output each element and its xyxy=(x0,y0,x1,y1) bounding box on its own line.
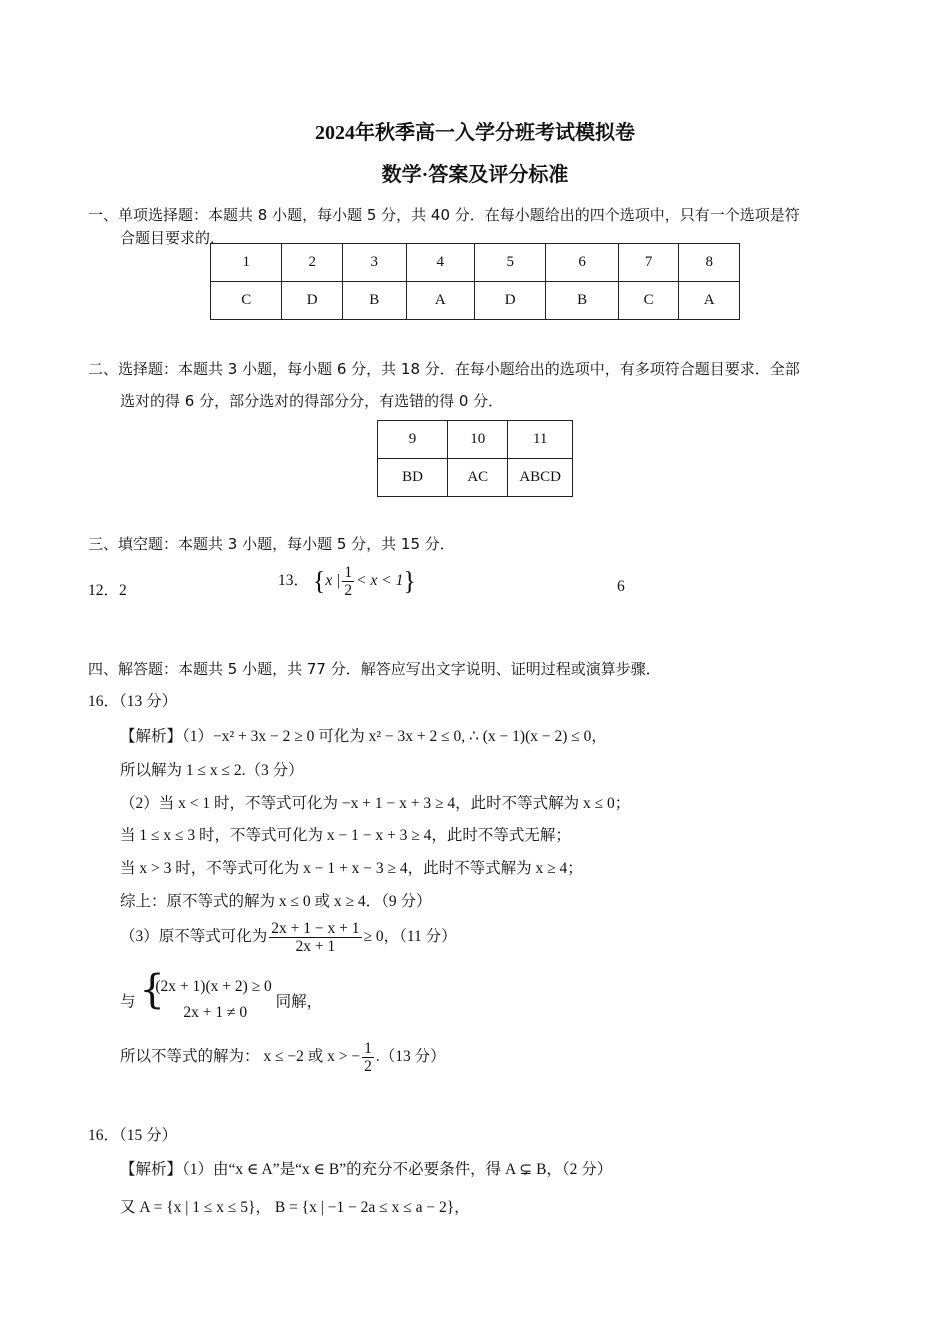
section3-heading: 三、填空题：本题共 3 小题，每小题 5 分，共 15 分． xyxy=(88,535,455,553)
table-cell: D xyxy=(474,282,545,320)
system-eq-1: (2x + 1)(x + 2) ≥ 0 xyxy=(155,978,272,995)
fraction xyxy=(342,564,354,599)
section2-heading-line1: 二、选择题：本题共 3 小题，每小题 6 分，共 18 分．在每小题给出的选项中，有多项符合题目要求．全部 xyxy=(88,360,800,378)
table-row-numbers xyxy=(211,244,740,282)
solution-line-7 xyxy=(120,920,457,955)
line-9-prefix: 所以不等式的解为： x ≤ −2 或 x > − xyxy=(120,1048,361,1066)
solution-line-8 xyxy=(120,967,323,1027)
question-16b-heading: 16．（15 分） xyxy=(88,1127,178,1144)
solution-line-2: 所以解为 1 ≤ x ≤ 2.（3 分） xyxy=(120,762,304,779)
section2-answer-table xyxy=(377,420,573,497)
system-eq-2: 2x + 1 ≠ 0 xyxy=(183,1004,248,1022)
system-brace: { xyxy=(139,967,165,1013)
solution-line-9 xyxy=(120,1040,446,1075)
table-cell: AC xyxy=(448,459,508,497)
line-8-prefix: 与 xyxy=(120,993,136,1011)
section1-heading-line2: 合题目要求的． xyxy=(120,229,226,247)
table-row-numbers xyxy=(378,421,573,459)
section1-heading-line1: 一、单项选择题：本题共 8 小题，每小题 5 分，共 40 分．在每小题给出的四个选项中，只有一个选项是符 xyxy=(88,206,800,224)
answer-12: 12．2 xyxy=(88,582,127,599)
answer-13-ineq: < x < 1 xyxy=(356,572,404,590)
section2-heading-line2: 选对的得 6 分，部分选对的得部分分，有选错的得 0 分． xyxy=(120,392,504,410)
numerator: 1 xyxy=(364,1040,372,1057)
table-cell: ABCD xyxy=(508,459,573,497)
table-cell: BD xyxy=(378,459,448,497)
denominator: 2x + 1 xyxy=(295,938,336,956)
table-cell: 11 xyxy=(508,421,573,459)
table-cell: A xyxy=(406,282,474,320)
answer-13-label: 13． xyxy=(278,572,310,590)
page-title: 2024年秋季高一入学分班考试模拟卷 xyxy=(315,122,635,144)
solution-b-line-2: 又 A = {x | 1 ≤ x ≤ 5}， B = {x | −1 − 2a ≤ x ≤ a − 2}， xyxy=(120,1199,470,1216)
line-9-suffix: .（13 分） xyxy=(375,1048,446,1066)
fraction xyxy=(362,1040,374,1075)
line-7-prefix: （3）原不等式可化为 xyxy=(120,928,268,946)
table-cell: 8 xyxy=(679,244,740,282)
table-cell: 2 xyxy=(282,244,343,282)
table-cell: 5 xyxy=(474,244,545,282)
solution-b-line-1: 【解析】（1）由“x ∈ A”是“x ∈ B”的充分不必要条件，得 A ⊊ B，（2 分） xyxy=(120,1161,613,1178)
table-cell: 4 xyxy=(406,244,474,282)
answer-13-var: x | xyxy=(325,572,341,590)
right-brace: } xyxy=(403,566,416,596)
table-row-answers xyxy=(211,282,740,320)
table-cell: C xyxy=(618,282,679,320)
table-cell: D xyxy=(282,282,343,320)
table-cell: B xyxy=(546,282,618,320)
table-cell: 6 xyxy=(546,244,618,282)
solution-line-1: 【解析】（1）−x² + 3x − 2 ≥ 0 可化为 x² − 3x + 2 ≤ 0, ∴ (x − 1)(x − 2) ≤ 0， xyxy=(120,728,607,745)
section1-answer-table xyxy=(210,243,740,320)
page-subtitle: 数学·答案及评分标准 xyxy=(381,164,569,186)
question-16-heading: 16．（13 分） xyxy=(88,693,178,710)
table-row-answers xyxy=(378,459,573,497)
table-cell: 1 xyxy=(211,244,282,282)
equation-system xyxy=(139,967,272,1027)
solution-line-3: （2）当 x < 1 时，不等式可化为 −x + 1 − x + 3 ≥ 4，此时不等式解为 x ≤ 0； xyxy=(120,795,631,812)
table-cell: 9 xyxy=(378,421,448,459)
table-cell: 3 xyxy=(342,244,406,282)
solution-line-6: 综上：原不等式的解为 x ≤ 0 或 x ≥ 4．（9 分） xyxy=(120,893,432,910)
table-cell: A xyxy=(679,282,740,320)
table-cell: C xyxy=(211,282,282,320)
fraction xyxy=(269,920,361,955)
table-cell: B xyxy=(342,282,406,320)
numerator: 2x + 1 − x + 1 xyxy=(271,920,360,937)
solution-line-5: 当 x > 3 时，不等式可化为 x − 1 + x − 3 ≥ 4，此时不等式解为 x ≥ 4； xyxy=(120,860,583,877)
left-brace: { xyxy=(312,566,326,596)
denominator: 2 xyxy=(344,582,353,600)
section4-heading: 四、解答题：本题共 5 小题，共 77 分．解答应写出文字说明、证明过程或演算步骤． xyxy=(88,660,661,678)
table-cell: 10 xyxy=(448,421,508,459)
denominator: 2 xyxy=(364,1058,372,1076)
table-cell: 7 xyxy=(618,244,679,282)
answer-13 xyxy=(278,564,416,599)
numerator: 1 xyxy=(344,564,353,581)
answer-14: 6 xyxy=(617,578,625,595)
line-8-suffix: 同解， xyxy=(275,993,323,1011)
solution-line-4: 当 1 ≤ x ≤ 3 时，不等式可化为 x − 1 − x + 3 ≥ 4，此时不等式无解； xyxy=(120,827,571,844)
line-7-suffix: ≥ 0，（11 分） xyxy=(363,928,457,946)
